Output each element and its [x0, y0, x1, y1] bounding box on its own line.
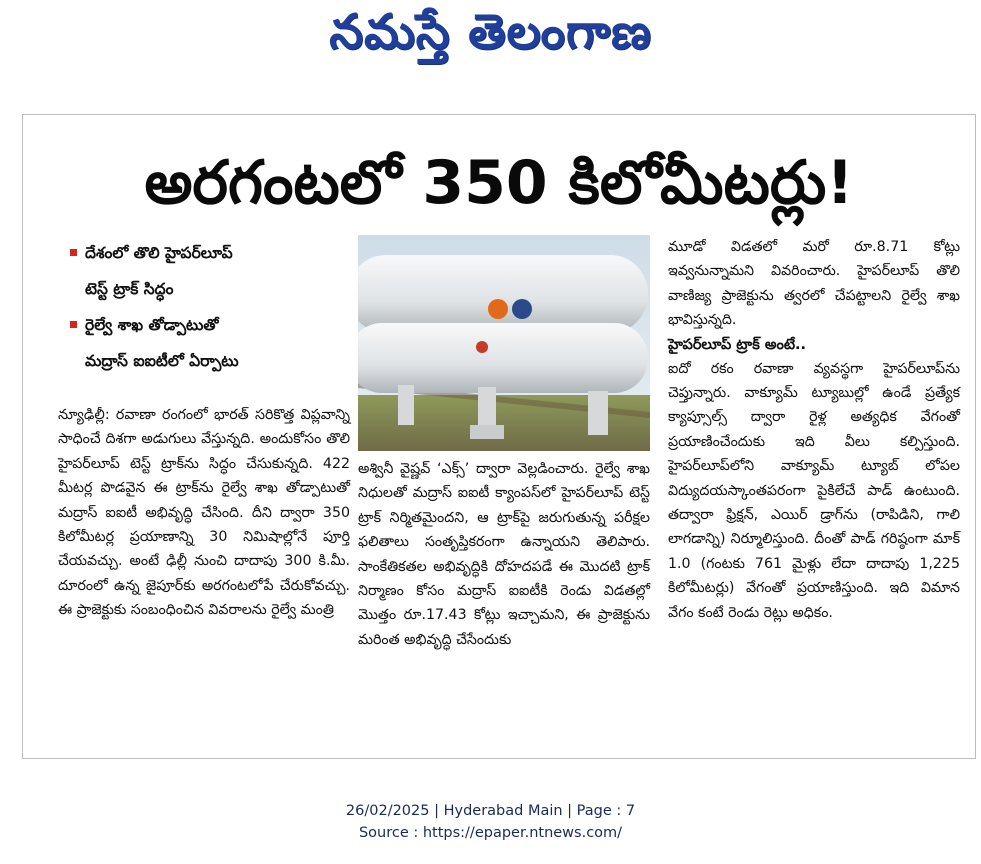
masthead: [0, 4, 981, 74]
edition-info: 26/02/2025 | Hyderabad Main | Page : 7: [345, 803, 636, 819]
bullet-item: [58, 307, 350, 379]
section-subhead: హైపర్‌లూప్ ట్రాక్ అంటే..: [668, 336, 807, 353]
headline: అరగంటలో 350 కిలోమీటర్లు!: [144, 148, 854, 218]
article-column-2: అశ్వినీ వైష్ణవ్ ‘ఎక్స్’ ద్వారా వెల్లడించారు. రైల్వే శాఖ నిధులతో మద్రాస్ ఐఐటీ క్యాంపస్‌లో హైపర్‌లూప్ టెస్ట్ ట్రాక్ నిర్మితమైందని, ఆ ట్రాక్‌పై జరుగుతున్న పరీక్షల ఫలితాలు సంతృప్తికరంగా ఉన్నాయని తెలిపారు. సాంకేతికతల అభివృద్ధికి దోహదపడే ఈ మొదటి ట్రాక్ నిర్మాణం కోసం మద్రాస్ ఐఐటీకి రెండు విడతల్లో మొత్తం రూ.17.43 కోట్లు ఇచ్చామని, ఈ ప్రాజెక్టును మరింత అభివృద్ధి చేసేందుకు: [358, 461, 650, 648]
hyperloop-tubes-image: [358, 235, 650, 451]
bullet-line: టెస్ట్ ట్రాక్ సిద్ధం: [85, 280, 174, 298]
red-square-bullet-icon: [70, 249, 77, 256]
hyperloop-photo: [358, 235, 650, 451]
bullet-line: దేశంలో తొలి హైపర్‌లూప్: [85, 244, 233, 262]
article-column-3: [668, 235, 960, 625]
article-clipping: [22, 114, 976, 759]
article-column-1: న్యూఢిల్లీ: రవాణా రంగంలో భారత్ సరికొత్త విప్లవాన్ని సాధించే దిశగా అడుగులు వేస్తున్నది. అందుకోసం తొలి హైపర్‌లూప్ టెస్ట్ ట్రాక్‌ను సిద్ధం చేసుకున్నది. 422 మీటర్ల పొడవైన ఈ ట్రాక్‌ను రైల్వే శాఖ తోడ్పాటుతో మద్రాస్ ఐఐటీ అభివృద్ధి చేసింది. దీని ద్వారా 350 కిలోమీటర్ల ప్రయాణాన్ని 30 నిమిషాల్లోనే పూర్తి చేయవచ్చు. అంటే ఢిల్లీ నుంచి దాదాపు 300 కి.మీ. దూరంలో ఉన్న జైపూర్‌కు అరగంటలోపే చేరుకోవచ్చు. ఈ ప్రాజెక్టుకు సంబంధించిన వివరాలను రైల్వే మంత్రి: [58, 407, 350, 619]
red-square-bullet-icon: [70, 321, 77, 328]
bullet-list: [58, 235, 350, 379]
masthead-title: నమస్తే తెలంగాణ: [329, 4, 652, 60]
bullet-item: [58, 235, 350, 307]
bullet-line: రైల్వే శాఖ తోడ్పాటుతో: [85, 316, 219, 334]
page-footer: [0, 800, 981, 844]
source-link[interactable]: Source : https://epaper.ntnews.com/: [358, 825, 623, 841]
article-column-3-para: ఐదో రకం రవాణా వ్యవస్థగా హైపర్‌లూప్‌ను చెప్తున్నారు. వాక్యూమ్ ట్యూబుల్లో ఉండే ప్రత్యేక క్యాప్సూల్స్ ద్వారా రైళ్ల అత్యధిక వేగంతో ప్రయాణించేందుకు ఇది వీలు కల్పిస్తుంది. హైపర్‌లూప్‌లోని వాక్యూమ్ ట్యూబ్ లోపల విద్యుదయస్కాంతపరంగా పైకిలేచే పాడ్ ఉంటుంది. తద్వారా ఫ్రిక్షన్, ఎయిర్ డ్రాగ్‌ను (రాపిడిని, గాలి లాగడాన్ని) నిర్మూలిస్తుంది. దీంతో పాడ్ గరిష్ఠంగా మాక్ 1.0 (గంటకు 761 మైళ్లు లేదా దాదాపు 1,225 కిలోమీటర్లు) వేగంతో ప్రయాణిస్తుంది. ఇది విమాన వేగం కంటే రెండు రెట్లు అధికం.: [668, 360, 960, 621]
article-column-3-para: మూడో విడతలో మరో రూ.8.71 కోట్లు ఇవ్వనున్నామని వివరించారు. హైపర్‌లూప్ తొలి వాణిజ్య ప్రాజెక్టును త్వరలో చేపట్టాలని రైల్వే శాఖ భావిస్తున్నది.: [668, 239, 960, 329]
bullet-line: మద్రాస్ ఐఐటీలో ఏర్పాటు: [85, 352, 239, 370]
